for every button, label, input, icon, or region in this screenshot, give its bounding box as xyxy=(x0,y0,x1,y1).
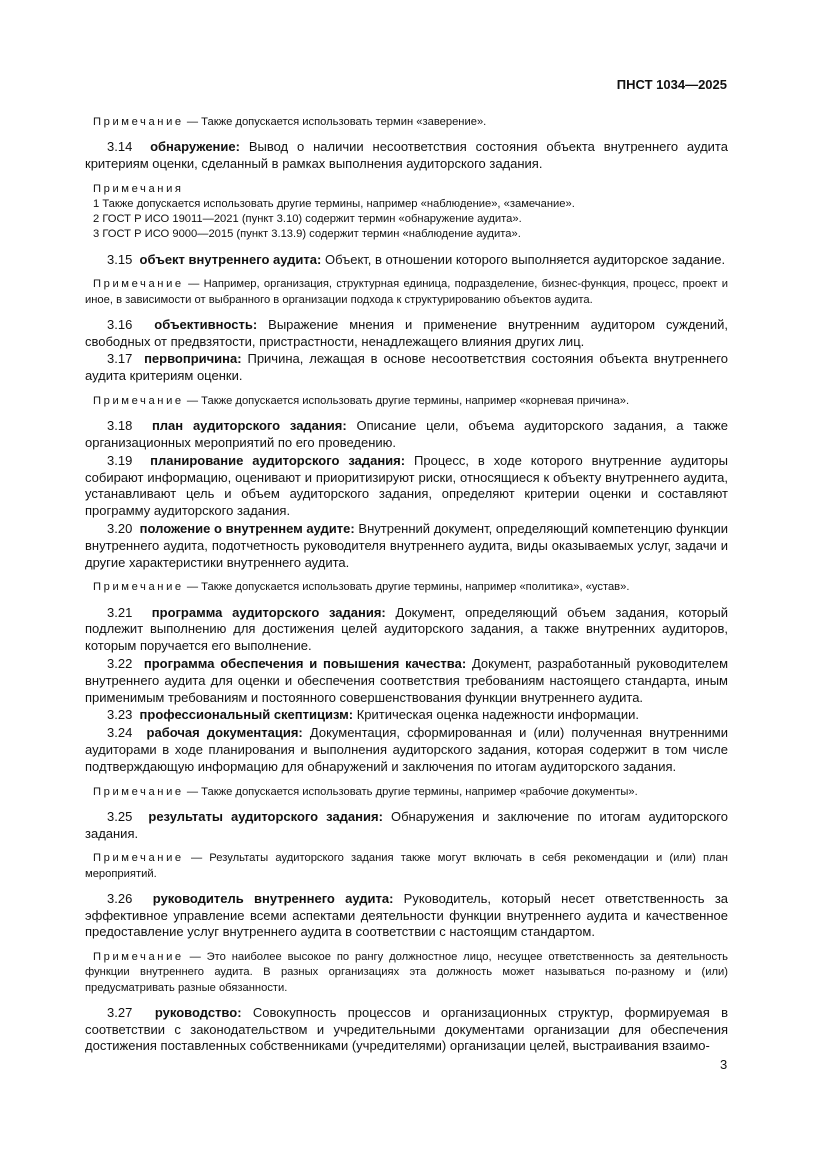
note: Примечание — Например, организация, структурная единица, подразделение, бизнес-функция, процесс, проект и иное, в зависимости от выбранного в организации подхода к структурированию объектов аудита. xyxy=(85,278,729,306)
term-3-19: 3.19 планирование аудиторского задания: Процесс, в ходе которого внутренние аудиторы собирают информацию, оценивают и приоритизируют риски, относящиеся к объекту внутреннего аудита, устанавливают цель и объем аудиторского задания, определяют критерии оценки и составляют программу аудиторского задания. xyxy=(85,452,728,519)
notes-heading: Примечания xyxy=(93,182,184,195)
term-3-16: 3.16 объективность: Выражение мнения и применение внутренним аудитором суждений, свободных от предвзятости, пристрастности, ненадлежащего влияния других лиц. xyxy=(85,316,728,349)
term-3-22: 3.22 программа обеспечения и повышения качества: Документ, разработанный руководителем внутреннего аудита для оценки и обеспечения соответствия требованиям настоящего стандарта, иным применимым требованиям и постоянного совершенствования функции внутреннего аудита. xyxy=(85,655,729,705)
page-number: 3 xyxy=(720,1057,728,1072)
note-item: 1 Также допускается использовать другие термины, например «наблюдение», «замечание». xyxy=(93,198,575,210)
document-body xyxy=(85,115,728,1056)
term-3-17: 3.17 первопричина: Причина, лежащая в основе несоответствия состояния объекта внутреннего аудита критериям оценки. xyxy=(85,351,728,384)
document-header: ПНСТ 1034—2025 xyxy=(616,77,727,92)
note-item: 3 ГОСТ Р ИСО 9000—2015 (пункт 3.13.9) содержит термин «наблюдение аудита». xyxy=(93,228,521,241)
term-3-25: 3.25 результаты аудиторского задания: Обнаружения и заключение по итогам аудиторского задания. xyxy=(85,808,728,841)
term-3-23: 3.23 профессиональный скептицизм: Критическая оценка надежности информации. xyxy=(107,707,639,723)
term-3-21: 3.21 программа аудиторского задания: Документ, определяющий объем задания, который подлежит выполнению для достижения целей аудиторского задания, а также внутренних аудиторов, которым поручается его выполнение. xyxy=(85,604,728,654)
term-3-15: 3.15 объект внутреннего аудита: Объект, в отношении которого выполняется аудиторское задание. xyxy=(107,251,726,267)
note: Примечание — Это наиболее высокое по рангу должностное лицо, несущее ответственность за деятельность функции внутреннего аудита. В разных организациях эта должность может называться по-разному и (или) предусматривать разные обязанности. xyxy=(85,951,728,994)
note: Примечание — Также допускается использовать другие термины, например «корневая причина». xyxy=(93,395,630,407)
term-3-26: 3.26 руководитель внутреннего аудита: Руководитель, который несет ответственность за эффективное управление всеми аспектами деятельности функции внутреннего аудита и качественное предоставление услуг внутреннего аудита в соответствии с настоящим стандартом. xyxy=(85,890,729,940)
term-3-20: 3.20 положение о внутреннем аудите: Внутренний документ, определяющий компетенцию функции внутреннего аудита, подотчетность руководителя внутреннего аудита, виды оказываемых услуг, задачи и другие характеристики внутреннего аудита. xyxy=(85,520,729,570)
term-3-14: 3.14 обнаружение: Вывод о наличии несоответствия состояния объекта внутреннего аудита критериям оценки, сделанный в рамках выполнения аудиторского задания. xyxy=(85,139,728,171)
note: Примечание — Результаты аудиторского задания также могут включать в себя рекомендации и (или) план мероприятий. xyxy=(85,852,728,880)
term-3-24: 3.24 рабочая документация: Документация, сформированная и (или) полученная внутренними аудиторами в ходе планирования и выполнения аудиторского задания, которая содержит в том числе подтверждающую информацию для обнаружений и заключения по итогам аудиторского задания. xyxy=(85,725,728,774)
note: Примечание — Также допускается использовать другие термины, например «рабочие документы». xyxy=(93,785,638,798)
note-item: 2 ГОСТ Р ИСО 19011—2021 (пункт 3.10) содержит термин «обнаружение аудита». xyxy=(93,213,522,226)
note: Примечание — Также допускается использовать термин «заверение». xyxy=(93,116,487,128)
term-3-18: 3.18 план аудиторского задания: Описание цели, объема аудиторского задания, а также организационных мероприятий по его проведению. xyxy=(85,418,728,450)
note: Примечание — Также допускается использовать другие термины, например «политика», «устав». xyxy=(93,581,630,594)
term-3-27: 3.27 руководство: Совокупность процессов и организационных структур, формируемая в соответствии с законодательством и учредительными документами организации для обеспечения достижения поставленных собственниками (учредителями) организации целей, выстраивания взаимо- xyxy=(85,1004,728,1054)
